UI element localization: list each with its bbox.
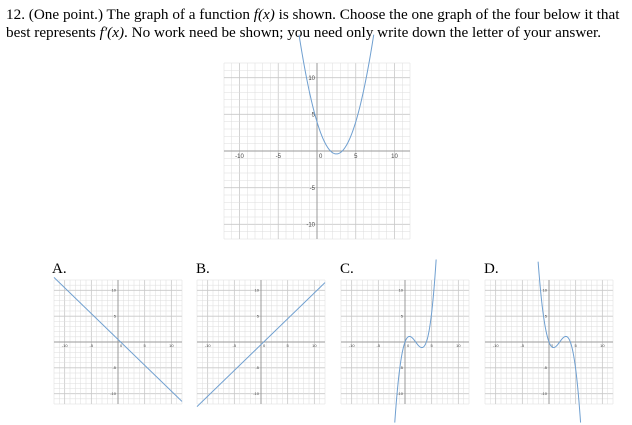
choice-b-tick-yneg5: -5 — [255, 365, 259, 371]
choice-c-tick-y10: 10 — [398, 287, 403, 293]
choice-b-tick-xneg10: -10 — [204, 343, 211, 348]
main-graph — [224, 63, 410, 239]
choice-c-tick-y5: 5 — [400, 313, 403, 319]
choice-a-label: A. — [52, 261, 67, 277]
choice-b-tick-y10: 10 — [254, 287, 259, 293]
choice-c-label: C. — [340, 261, 354, 277]
main-tick-y5: 5 — [311, 112, 315, 119]
choice-a-tick-yneg10: -10 — [110, 391, 116, 397]
choice-a-tick-xneg5: -5 — [89, 343, 94, 348]
problem-text-1: 12. (One point.) The graph of a function — [6, 6, 254, 23]
choice-c-tick-yneg10: -10 — [397, 391, 403, 397]
choice-d-tick-yneg5: -5 — [543, 365, 547, 371]
problem-statement — [6, 6, 628, 42]
choice-d-tick-x5: 5 — [574, 343, 577, 348]
function-fx: f(x) — [253, 6, 275, 23]
choice-a-tick-x5: 5 — [143, 343, 146, 348]
choice-d-graph — [485, 280, 613, 404]
choice-b-graph — [197, 280, 325, 404]
choice-a-tick-xneg10: -10 — [61, 343, 68, 348]
choice-c-tick-x0: 0 — [407, 343, 410, 348]
choice-c-tick-x10: 10 — [456, 343, 461, 348]
choice-b-tick-x0: 0 — [263, 343, 266, 348]
choice-c-tick-xneg10: -10 — [348, 343, 355, 348]
choice-d-tick-y5: 5 — [544, 313, 547, 319]
choice-b-label: B. — [196, 261, 210, 277]
choice-b-tick-yneg10: -10 — [253, 391, 259, 397]
choice-b-tick-y5: 5 — [256, 313, 259, 319]
choice-a-graph — [54, 280, 182, 404]
choice-b-tick-xneg5: -5 — [232, 343, 237, 348]
choice-d-tick-y10: 10 — [542, 287, 547, 293]
main-tick-x5: 5 — [354, 154, 358, 160]
problem-text-2: is shown. Choose the one graph of the four below it that best represents — [6, 6, 620, 41]
choice-a-tick-y5: 5 — [113, 313, 116, 319]
choice-d-tick-xneg5: -5 — [520, 343, 525, 348]
choice-c-tick-x5: 5 — [430, 343, 433, 348]
main-tick-x0: 0 — [319, 154, 323, 160]
choice-d-tick-yneg10: -10 — [541, 391, 547, 397]
choice-b-tick-x10: 10 — [312, 343, 317, 348]
main-tick-xneg10: -10 — [235, 154, 244, 160]
main-tick-yneg5: -5 — [309, 185, 315, 192]
choice-a-tick-y10: 10 — [111, 287, 116, 293]
choice-a-tick-x10: 10 — [169, 343, 174, 348]
main-tick-x10: 10 — [391, 154, 398, 160]
choice-c-tick-yneg5: -5 — [399, 365, 403, 371]
choice-b-tick-x5: 5 — [286, 343, 289, 348]
choice-c-tick-xneg5: -5 — [376, 343, 381, 348]
choice-a-tick-x0: 0 — [120, 343, 123, 348]
problem-text-3: . No work need be shown; you need only write down the letter of your answer. — [124, 24, 602, 41]
main-tick-yneg10: -10 — [306, 222, 315, 229]
choice-d-tick-x0: 0 — [551, 343, 554, 348]
choice-d-tick-xneg10: -10 — [492, 343, 499, 348]
choice-d-label: D. — [484, 261, 499, 277]
choice-d-tick-x10: 10 — [600, 343, 605, 348]
choice-a-tick-yneg5: -5 — [112, 365, 116, 371]
main-tick-xneg5: -5 — [275, 154, 281, 160]
choice-c-graph — [341, 280, 469, 404]
function-fprime: f′(x) — [99, 24, 125, 41]
main-tick-y10: 10 — [308, 75, 315, 82]
main-curve — [299, 35, 374, 154]
